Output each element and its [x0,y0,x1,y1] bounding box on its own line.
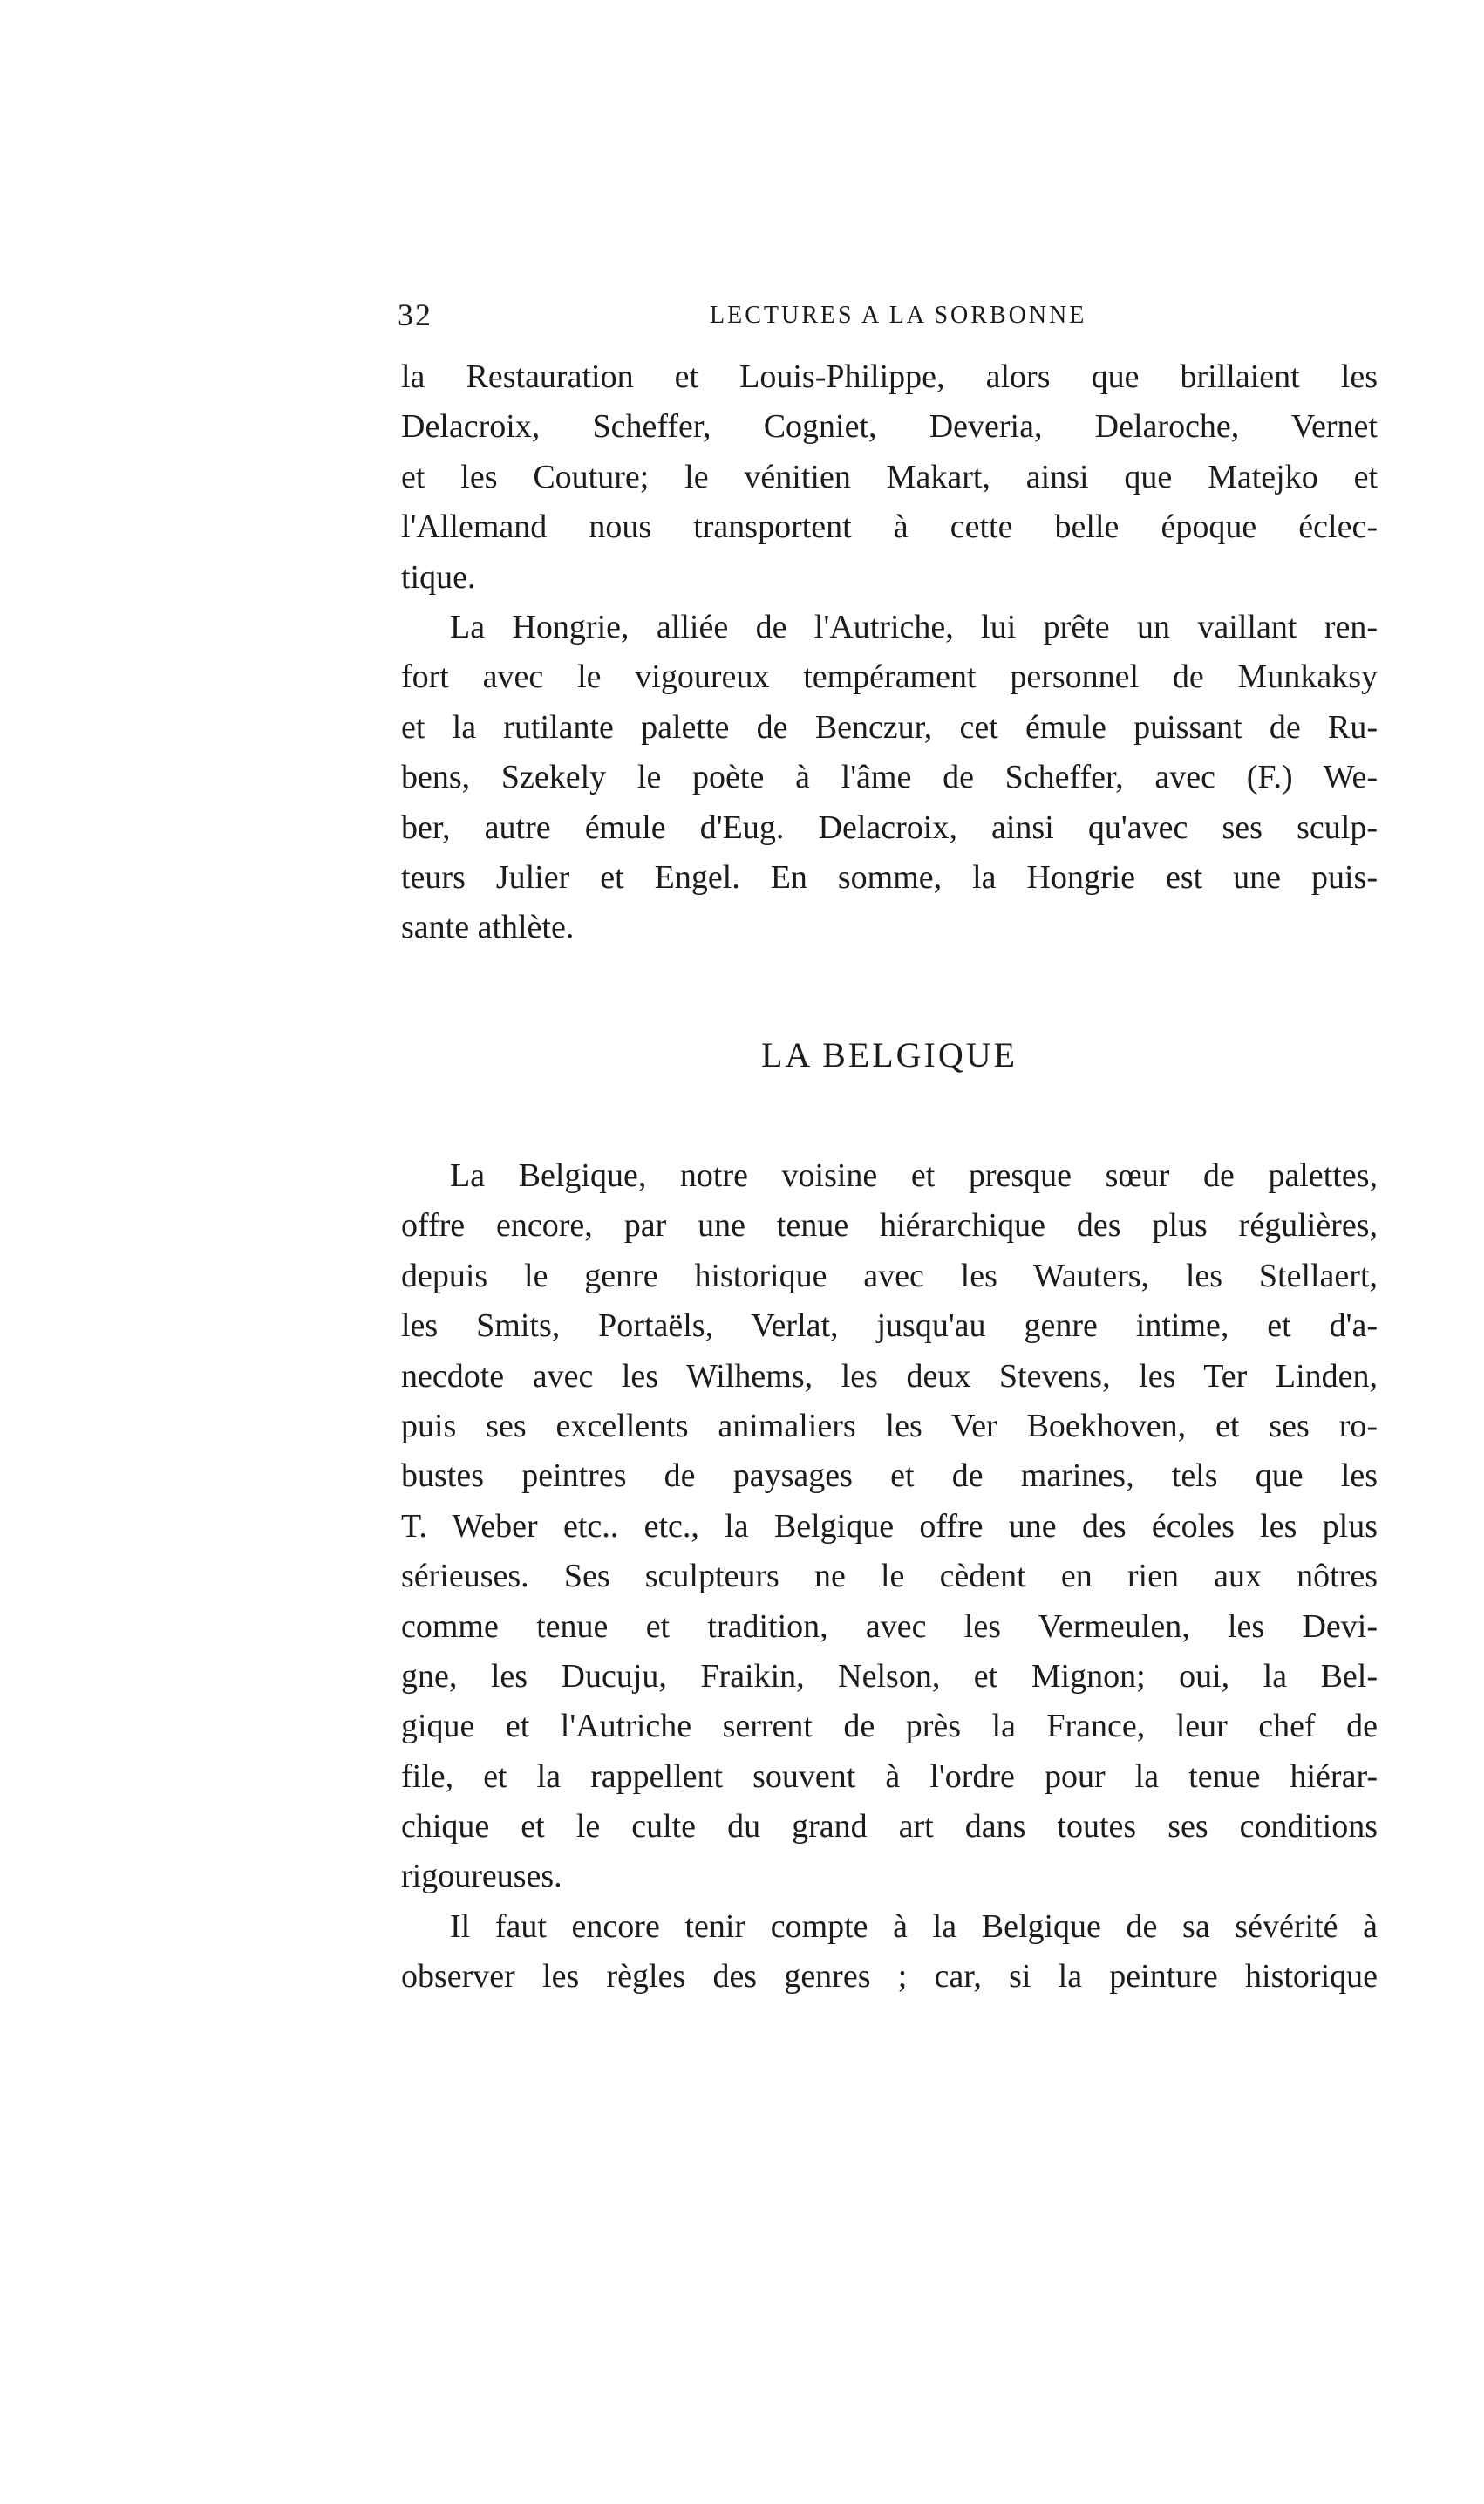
text-block-belgique [401,1151,1378,2003]
section-heading: LA BELGIQUE [760,1035,1018,1075]
text-line: ber, autre émule d'Eug. Delacroix, ainsi qu'avec ses sculp- [401,809,1378,846]
text-line: T. Weber etc.. etc., la Belgique offre une des écoles les plus [401,1507,1378,1545]
text-line: observer les règles des genres ; car, si la peinture historique [401,1958,1378,1996]
page-header [398,293,1374,345]
text-line: gne, les Ducuju, Fraikin, Nelson, et Mignon; oui, la Bel- [401,1657,1378,1695]
text-line: et les Couture; le vénitien Makart, ainsi que Matejko et [401,458,1378,495]
text-line: offre encore, par une tenue hiérarchique des plus régulières, [401,1207,1378,1245]
text-line: sérieuses. Ses sculpteurs ne le cèdent en rien aux nôtres [401,1558,1378,1595]
text-line: La Belgique, notre voisine et presque sœur de palettes, [450,1157,1378,1194]
text-block-hongrie [401,352,1378,953]
text-line: l'Allemand nous transportent à cette belle époque éclec- [401,508,1378,546]
text-line: bens, Szekely le poète à l'âme de Scheffer, avec (F.) We- [401,759,1378,796]
text-line: les Smits, Portaëls, Verlat, jusqu'au genre intime, et d'a- [401,1307,1378,1345]
text-line: file, et la rappellent souvent à l'ordre pour la tenue hiérar- [401,1757,1378,1795]
text-line: bustes peintres de paysages et de marines, tels que les [401,1457,1378,1495]
page-number: 32 [398,297,432,332]
text-line: necdote avec les Wilhems, les deux Stevens, les Ter Linden, [401,1357,1378,1395]
text-line: La Hongrie, alliée de l'Autriche, lui prête un vaillant ren- [450,608,1378,645]
text-line: chique et le culte du grand art dans toutes ses conditions [401,1808,1378,1846]
text-line: et la rutilante palette de Benczur, cet émule puissant de Ru- [401,708,1378,746]
running-title: LECTURES A LA SORBONNE [710,302,1087,329]
text-line: tique. [401,558,476,596]
text-line: la Restauration et Louis-Philippe, alors que brillaient les [401,358,1378,395]
text-line: rigoureuses. [401,1858,562,1895]
text-line: fort avec le vigoureux tempérament personnel de Munkaksy [401,658,1378,696]
text-line: comme tenue et tradition, avec les Vermeulen, les Devi- [401,1607,1378,1645]
text-line: Il faut encore tenir compte à la Belgique de sa sévérité à [450,1907,1378,1945]
text-line: gique et l'Autriche serrent de près la France, leur chef de [401,1708,1378,1745]
text-line: depuis le genre historique avec les Wauters, les Stellaert, [401,1257,1378,1294]
text-line: sante athlète. [401,909,575,946]
text-line: Delacroix, Scheffer, Cogniet, Deveria, Delaroche, Vernet [401,408,1378,446]
text-line: teurs Julier et Engel. En somme, la Hongrie est une puis- [401,858,1378,896]
text-line: puis ses excellents animaliers les Ver Boekhoven, et ses ro- [401,1407,1378,1444]
